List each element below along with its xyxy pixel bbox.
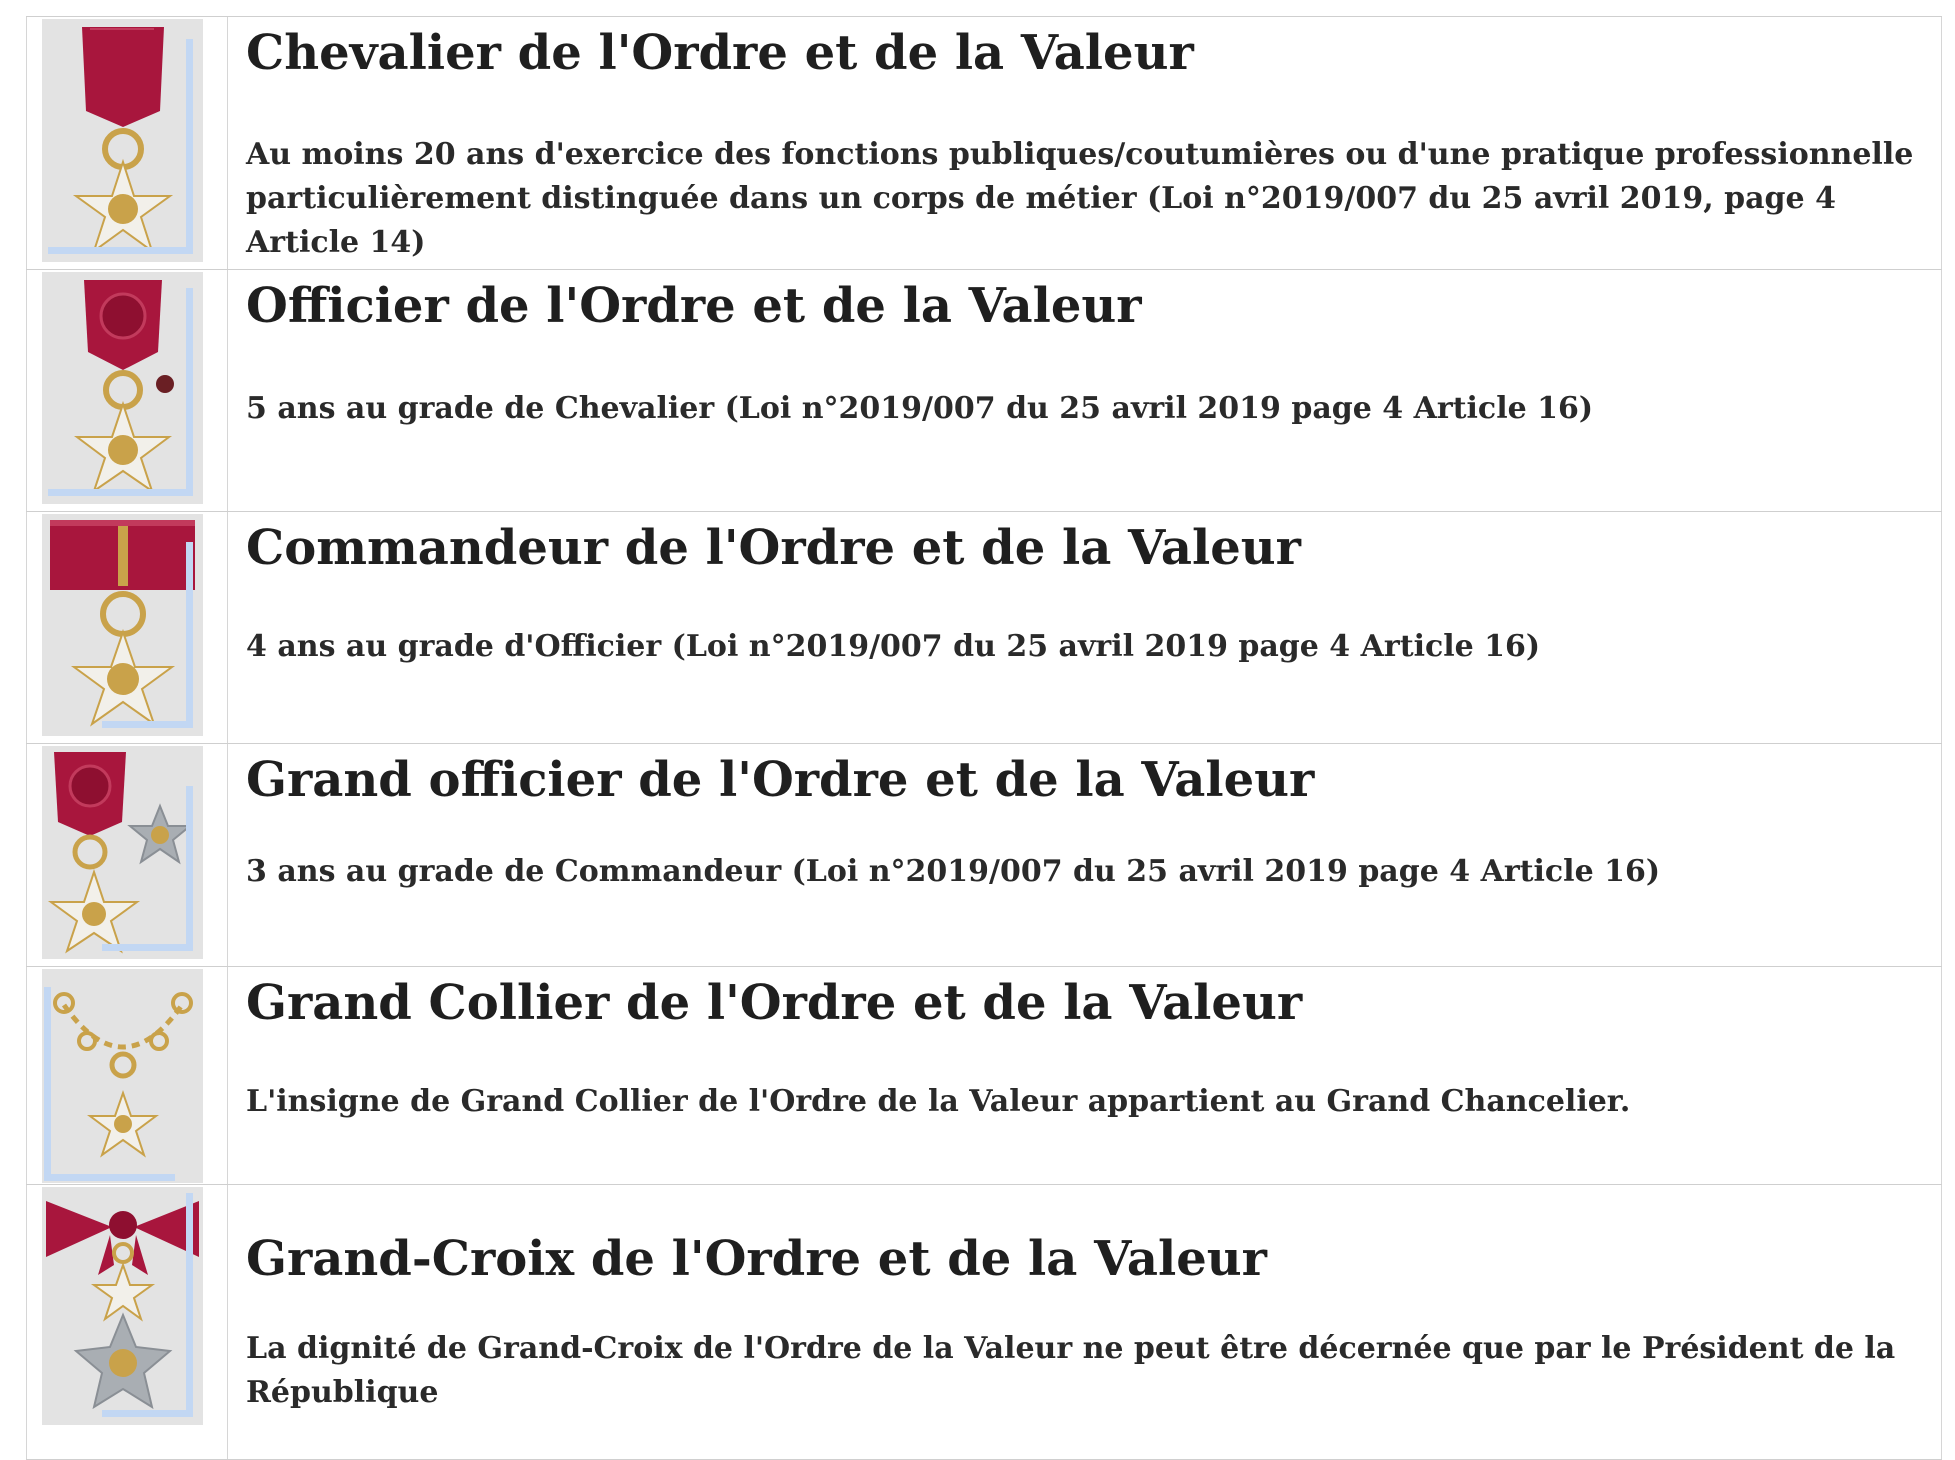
selection-edge-right [186, 1193, 193, 1417]
decoration-description: Au moins 20 ans d'exercice des fonctions publiques/coutumières ou d'une pratique professionnelle particulièrement distinguée dans un corps de métier (Loi n°2019/007 du 25 avril 2019, page 4 Article 14) [246, 137, 1914, 260]
grand-croix-medal-graphic [42, 1187, 203, 1425]
decoration-title: Grand officier de l'Ordre et de la Valeur [246, 752, 1315, 808]
selection-edge-right [186, 288, 193, 496]
sash-bow-medal-plaque-icon [42, 1187, 203, 1425]
selection-edge-bottom [102, 1410, 193, 1417]
decoration-title: Grand Collier de l'Ordre et de la Valeur [246, 975, 1303, 1031]
decoration-title: Grand-Croix de l'Ordre et de la Valeur [246, 1231, 1267, 1287]
table-row-grand-collier [26, 966, 1942, 1184]
collar-chain-medal-icon [42, 969, 203, 1183]
grand-collier-medal-graphic [42, 969, 203, 1183]
selection-edge-bottom [48, 489, 193, 496]
decoration-title: Chevalier de l'Ordre et de la Valeur [246, 25, 1194, 81]
rosette-medal-plaque-icon [42, 746, 203, 959]
selection-edge-right [186, 542, 193, 728]
selection-edge-bottom [102, 944, 193, 951]
selection-edge-bottom [102, 721, 193, 728]
officier-medal-graphic [42, 272, 203, 504]
ribbon-medal-star-icon [42, 19, 203, 262]
table-row-commandeur [26, 511, 1942, 743]
neck-ribbon-medal-icon [42, 514, 203, 736]
grand-officier-medal-graphic [42, 746, 203, 959]
selection-edge-bottom [48, 247, 193, 254]
decoration-title: Commandeur de l'Ordre et de la Valeur [246, 520, 1301, 576]
selection-edge-bottom [44, 1174, 175, 1181]
decoration-description: La dignité de Grand-Croix de l'Ordre de la Valeur ne peut être décernée que par le Président de la République [246, 1331, 1896, 1410]
table-row-grand-croix [26, 1184, 1942, 1460]
commandeur-medal-graphic [42, 514, 203, 736]
selection-edge-left [44, 987, 51, 1177]
decoration-title: Officier de l'Ordre et de la Valeur [246, 278, 1142, 334]
selection-edge-right [186, 39, 193, 254]
rosette-medal-star-icon [42, 272, 203, 504]
table-row-chevalier [26, 16, 1942, 269]
decoration-description: 3 ans au grade de Commandeur (Loi n°2019/007 du 25 avril 2019 page 4 Article 16) [246, 854, 1661, 889]
table-row-officier [26, 269, 1942, 511]
chevalier-medal-graphic [42, 19, 203, 262]
decoration-description: 4 ans au grade d'Officier (Loi n°2019/007 du 25 avril 2019 page 4 Article 16) [246, 629, 1541, 664]
decoration-description: L'insigne de Grand Collier de l'Ordre de la Valeur appartient au Grand Chancelier. [246, 1084, 1631, 1119]
selection-edge-right [186, 786, 193, 951]
table-row-grand-officier [26, 743, 1942, 966]
decoration-description: 5 ans au grade de Chevalier (Loi n°2019/007 du 25 avril 2019 page 4 Article 16) [246, 391, 1594, 426]
